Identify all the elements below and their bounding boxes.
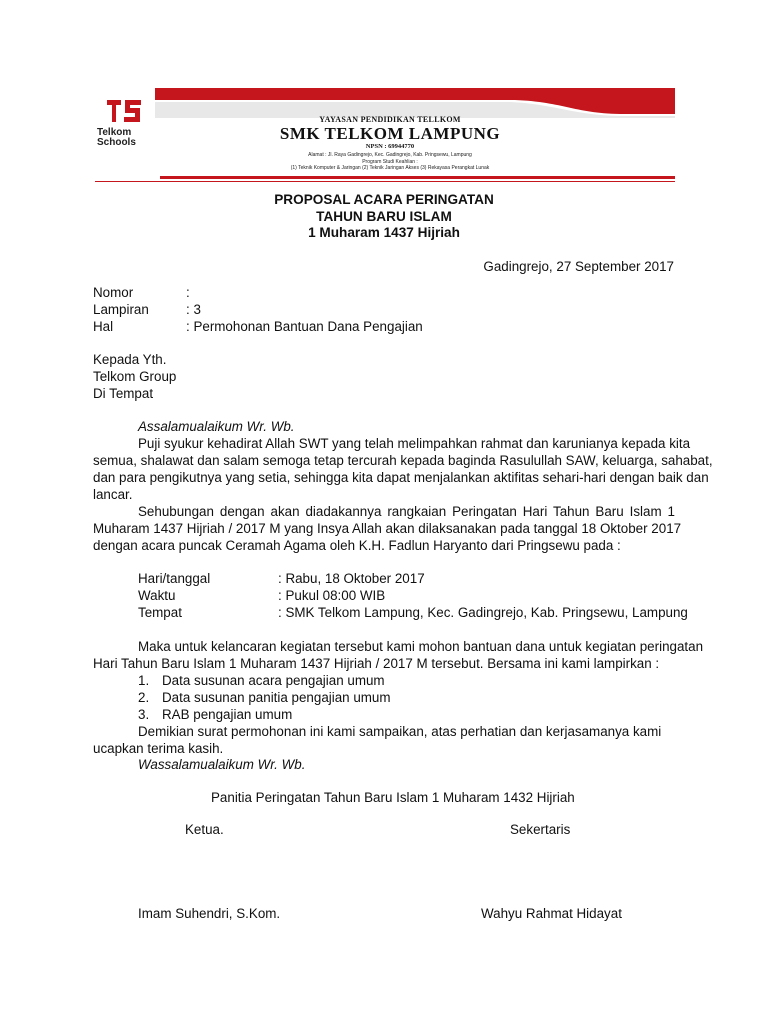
- logo-wordmark: [97, 128, 136, 148]
- school-address: [230, 152, 550, 172]
- recipient-line2: Telkom Group: [93, 369, 177, 384]
- recipient-line3: Di Tempat: [93, 386, 154, 401]
- attachment-num-3: 3.: [138, 707, 150, 722]
- program-title: Program Studi Keahlian :: [362, 158, 418, 165]
- lampiran-label: Lampiran: [93, 302, 149, 317]
- nomor-label: Nomor: [93, 285, 134, 300]
- para1-line3: dan para pengikutnya yang setia, sehingga kita dapat menjalankan aktifitas sehari-hari dengan baik dan: [93, 470, 709, 485]
- signature-name-secretary: Wahyu Rahmat Hidayat: [481, 906, 622, 921]
- attachment-num-1: 1.: [138, 673, 150, 688]
- telkom-logo-icon: [107, 98, 143, 124]
- para2-line2: Muharam 1437 Hijriah / 2017 M yang Insya Allah akan dilaksanakan pada tanggal 18 Oktober 2017: [93, 521, 682, 536]
- nomor-value: :: [186, 285, 190, 300]
- letterhead-rule-thin: [95, 181, 675, 182]
- para1-line2: semua, shalawat dan salam semoga tetap tercurah kepada baginda Rasulullah SAW, keluarga, sahabat,: [93, 453, 713, 468]
- event-time-label: Waktu: [138, 588, 176, 603]
- telkom-schools-logo: [93, 98, 159, 154]
- school-npsn: NPSN : 69944770: [365, 143, 415, 150]
- closing-salutation: Wassalamualaikum Wr. Wb.: [138, 757, 306, 772]
- document-title-line3: 1 Muharam 1437 Hijriah: [308, 225, 460, 240]
- event-day-value: : Rabu, 18 Oktober 2017: [278, 571, 425, 586]
- committee-name: Panitia Peringatan Tahun Baru Islam 1 Muharam 1432 Hijriah: [211, 790, 575, 805]
- logo-text-telkom: Telkom: [97, 127, 132, 138]
- school-name: SMK TELKOM LAMPUNG: [279, 124, 501, 143]
- para1-line4: lancar.: [93, 487, 133, 502]
- event-place-label: Tempat: [138, 605, 182, 620]
- event-time-value: : Pukul 08:00 WIB: [278, 588, 386, 603]
- signature-role-secretary: Sekertaris: [510, 822, 571, 837]
- para3-line2: Hari Tahun Baru Islam 1 Muharam 1437 Hijriah / 2017 M tersebut. Bersama ini kami lampirkan :: [93, 656, 660, 671]
- attachment-item-1: Data susunan acara pengajian umum: [162, 673, 385, 688]
- attachment-item-2: Data susunan panitia pengajian umum: [162, 690, 391, 705]
- document-title-line2: TAHUN BARU ISLAM: [316, 209, 452, 224]
- hal-label: Hal: [93, 319, 114, 334]
- address-line: Alamat : Jl. Raya Gadingrejo, Kec. Gadingrejo, Kab. Pringsewu, Lampung: [308, 152, 472, 158]
- para1-line1: Puji syukur kehadirat Allah SWT yang telah melimpahkan rahmat dan karunianya kepada kita: [138, 436, 691, 451]
- letterhead-rule-thick: [160, 176, 675, 179]
- program-list: (1) Teknik Komputer & Jaringan (2) Teknik Jaringan Akses (3) Rekayasa Perangkat Lunak: [290, 165, 490, 171]
- attachment-num-2: 2.: [138, 690, 150, 705]
- recipient-line1: Kepada Yth.: [93, 352, 167, 367]
- attachment-item-3: RAB pengajian umum: [162, 707, 293, 722]
- foundation-name: YAYASAN PENDIDIKAN TELLKOM: [319, 115, 461, 124]
- para2-line3: dengan acara puncak Ceramah Agama oleh K.H. Fadlun Haryanto dari Pringsewu pada :: [93, 538, 621, 553]
- para4-line1: Demikian surat permohonan ini kami sampaikan, atas perhatian dan kerjasamanya kami: [138, 724, 662, 739]
- lampiran-value: : 3: [186, 302, 201, 317]
- signature-name-chairman: Imam Suhendri, S.Kom.: [138, 906, 281, 921]
- letter-date: Gadingrejo, 27 September 2017: [483, 259, 674, 274]
- event-place-value: : SMK Telkom Lampung, Kec. Gadingrejo, Kab. Pringsewu, Lampung: [278, 605, 688, 620]
- para2-line1: Sehubungan dengan akan diadakannya rangkaian Peringatan Hari Tahun Baru Islam 1: [138, 504, 675, 519]
- document-title-line1: PROPOSAL ACARA PERINGATAN: [274, 192, 494, 207]
- letterhead-red-banner: [155, 88, 675, 118]
- logo-text-schools: Schools: [97, 137, 136, 148]
- signature-role-chairman: Ketua.: [185, 822, 224, 837]
- event-day-label: Hari/tanggal: [138, 571, 211, 586]
- hal-value: : Permohonan Bantuan Dana Pengajian: [186, 319, 423, 334]
- para4-line2: ucapkan terima kasih.: [93, 741, 224, 756]
- para3-line1: Maka untuk kelancaran kegiatan tersebut kami mohon bantuan dana untuk kegiatan peringatan: [138, 639, 704, 654]
- greeting: Assalamualaikum Wr. Wb.: [138, 419, 295, 434]
